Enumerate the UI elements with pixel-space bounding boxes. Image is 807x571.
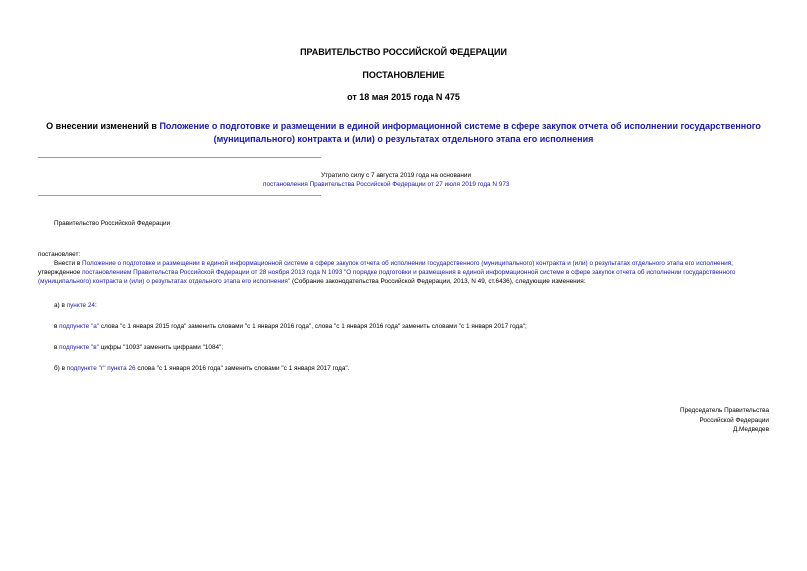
subitem-v-post: цифры "1093" заменить цифрами "1084"; bbox=[98, 344, 224, 351]
issuer-heading: ПРАВИТЕЛЬСТВО РОССИЙСКОЙ ФЕДЕРАЦИИ bbox=[300, 47, 507, 57]
subitem-v bbox=[54, 343, 223, 352]
subitem-a-pre: в bbox=[54, 323, 60, 330]
item-a-post: : bbox=[95, 302, 97, 309]
bottom-divider bbox=[38, 195, 321, 196]
status-note-line2 bbox=[263, 180, 509, 189]
subitem-v-link[interactable]: подпункте "в" bbox=[59, 344, 99, 351]
date-number-heading: от 18 мая 2015 года N 475 bbox=[347, 92, 460, 102]
subitem-a bbox=[54, 322, 527, 331]
title-prefix: О внесении изменений в bbox=[46, 121, 160, 131]
decree-verb: постановляет: bbox=[38, 251, 81, 258]
subitem-a-post: слова "с 1 января 2015 года" заменить словами "с 1 января 2016 года", слова "с 1 января 2016 года" заменить словами "с 1 января 2017 года"; bbox=[99, 323, 527, 330]
item-b bbox=[54, 364, 349, 373]
title-regulation-link[interactable]: Положение о подготовке и размещении в единой информационной системе в сфере закупок отчета об исполнении государственного (муниципального) контракта и (или) о результатах отдельного этапа его исполнения bbox=[159, 121, 761, 144]
signature-name: Д.Медведев bbox=[732, 426, 769, 433]
item-b-post: слова "с 1 января 2016 года" заменить словами "с 1 января 2017 года". bbox=[135, 365, 350, 372]
p1-text-b: , утвержденное bbox=[38, 260, 733, 276]
signature-org: Российской Федерации bbox=[699, 416, 769, 424]
repeal-decree-link[interactable]: постановления Правительства Российской Федерации от 27 июля 2019 года N 973 bbox=[263, 181, 510, 188]
decree-1093-link[interactable]: постановлением Правительства Российской Федерации от 28 ноября 2013 года N 1093 "О порядке подготовки и размещения в единой информационной системе в сфере закупок отчета об исполнении государственного (муниципального) контракта и (или) о результатах отдельного этапа его исполнения" bbox=[38, 269, 736, 285]
doc-type-heading: ПОСТАНОВЛЕНИЕ bbox=[362, 70, 445, 80]
item-24-link[interactable]: пункте 24 bbox=[66, 302, 95, 309]
item-a bbox=[54, 301, 97, 310]
subitem-g-link[interactable]: подпункте "г" пункта 26 bbox=[66, 365, 136, 372]
government-label: Правительство Российской Федерации bbox=[54, 220, 171, 227]
document-title bbox=[40, 120, 767, 146]
main-paragraph bbox=[38, 259, 770, 286]
item-a-pre: а) в bbox=[54, 302, 67, 309]
item-b-pre: б) в bbox=[54, 365, 67, 372]
subitem-v-pre: в bbox=[54, 344, 60, 351]
signature-block bbox=[680, 406, 769, 435]
p1-text-a: Внести в bbox=[54, 260, 82, 267]
subitem-a-link[interactable]: подпункте "а" bbox=[59, 323, 100, 330]
regulation-link[interactable]: Положение о подготовке и размещении в единой информационной системе в сфере закупок отчета об исполнении государственного (муниципального) контракта и (или) о результатах отдельного этапа его исполнения bbox=[81, 260, 732, 267]
p1-text-c: (Собрание законодательства Российской Федерации, 2013, N 49, ст.6436), следующие изменения: bbox=[290, 278, 586, 285]
top-divider bbox=[38, 157, 321, 158]
signature-title: Председатель Правительства bbox=[680, 407, 769, 414]
status-note-line1: Утратило силу с 7 августа 2019 года на основании bbox=[321, 172, 472, 179]
